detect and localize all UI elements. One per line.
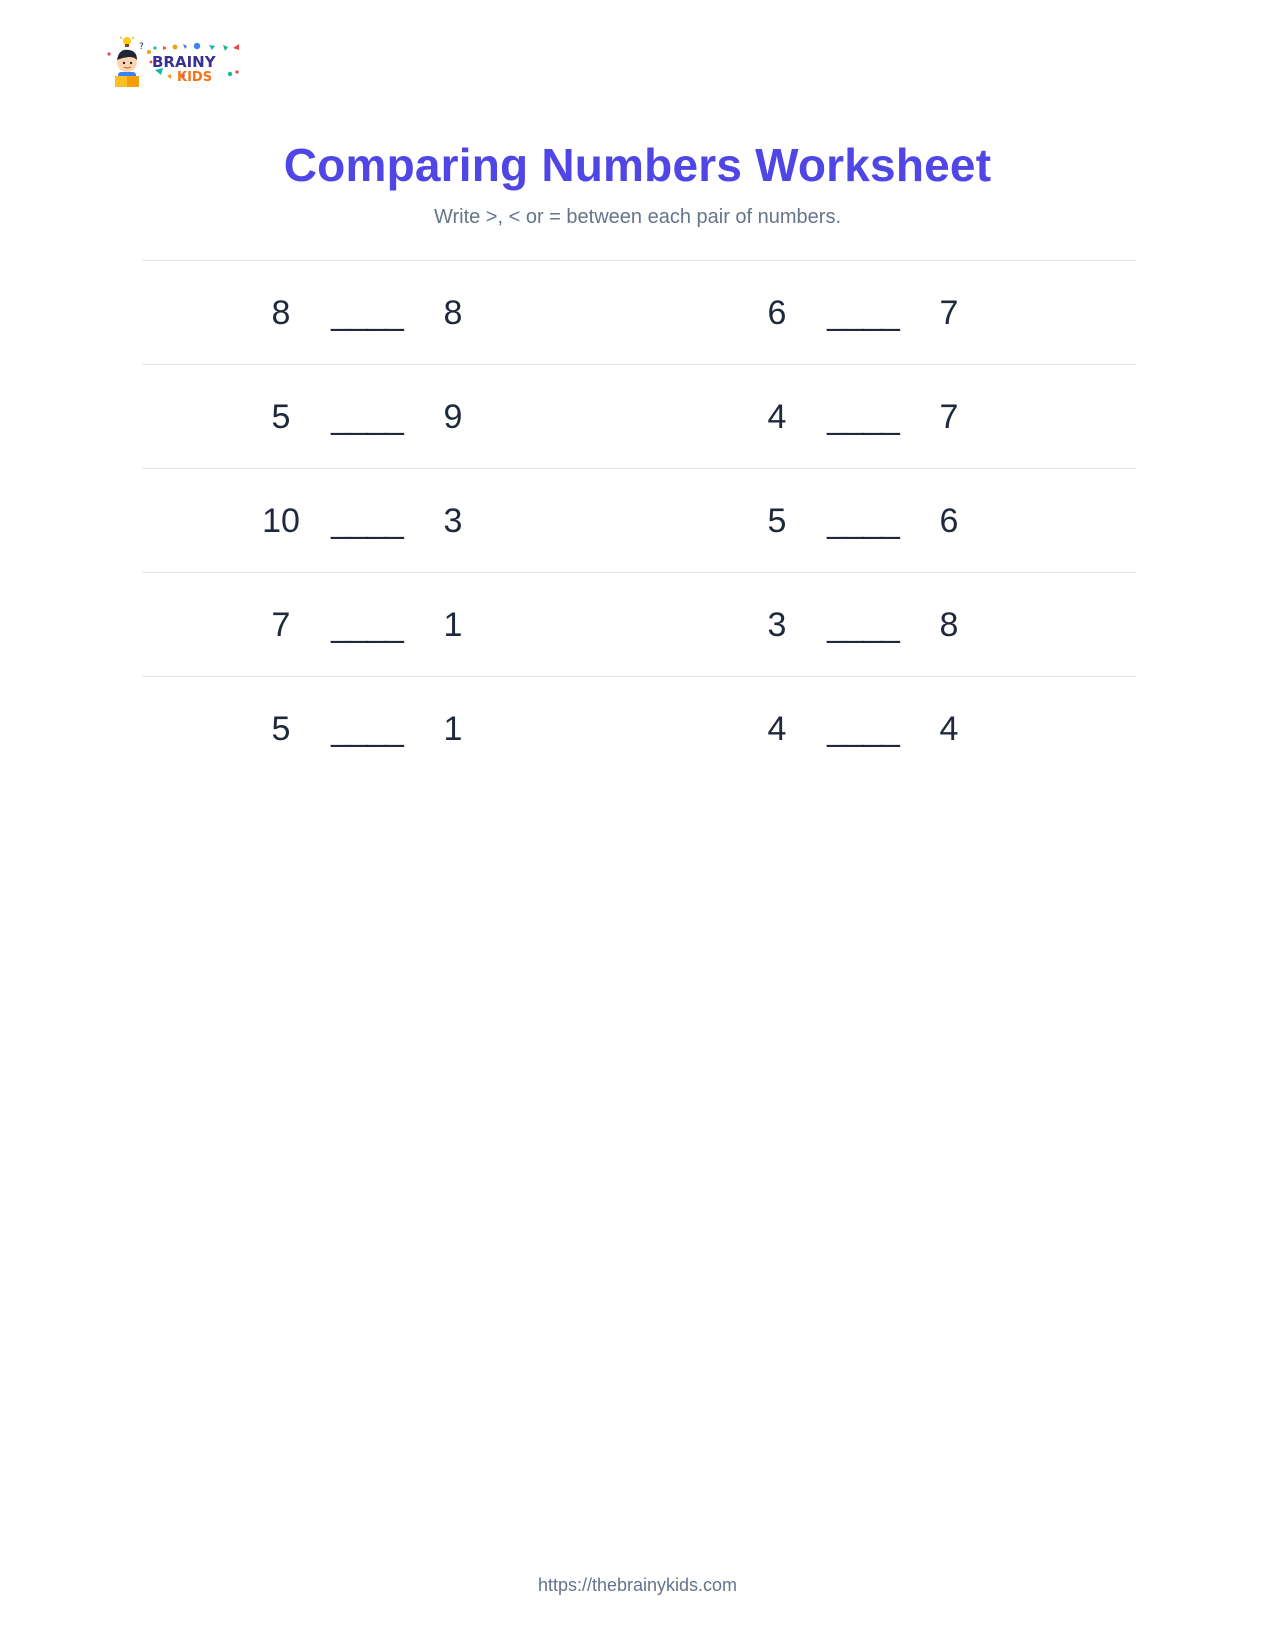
answer-blank[interactable]: ____: [827, 293, 899, 332]
problem-row: [142, 364, 1136, 468]
left-number: 5: [271, 397, 291, 436]
right-number: 6: [939, 501, 959, 540]
footer-url[interactable]: https://thebrainykids.com: [537, 1575, 738, 1595]
right-number: 7: [939, 293, 959, 332]
left-number: 6: [767, 293, 787, 332]
right-number: 1: [443, 709, 463, 748]
left-number: 8: [271, 293, 291, 332]
left-number: 5: [767, 501, 787, 540]
problem-row: [142, 260, 1136, 364]
svg-text:BRAINY: BRAINY: [152, 53, 216, 71]
answer-blank[interactable]: ____: [827, 709, 899, 748]
comparison-problem: [713, 261, 1013, 365]
problem-row: [142, 572, 1136, 676]
right-number: 1: [443, 605, 463, 644]
right-number: 3: [443, 501, 463, 540]
right-number: 7: [939, 397, 959, 436]
instructions: Write >, < or = between each pair of numbers.: [433, 206, 842, 228]
comparison-problem: [713, 573, 1013, 677]
left-number: 10: [262, 501, 300, 540]
comparison-problem: [217, 365, 517, 469]
problem-list: [142, 260, 1136, 780]
svg-text:?: ?: [139, 42, 144, 52]
right-number: 4: [939, 709, 959, 748]
answer-blank[interactable]: ____: [331, 709, 403, 748]
right-number: 8: [939, 605, 959, 644]
left-number: 7: [271, 605, 291, 644]
brainy-kids-logo: [105, 34, 255, 94]
svg-text:KIDS: KIDS: [177, 70, 213, 85]
answer-blank[interactable]: ____: [331, 605, 403, 644]
left-number: 3: [767, 605, 787, 644]
right-number: 9: [443, 397, 463, 436]
comparison-problem: [713, 677, 1013, 781]
comparison-problem: [217, 469, 517, 573]
comparison-problem: [217, 677, 517, 781]
answer-blank[interactable]: ____: [827, 605, 899, 644]
comparison-problem: [713, 365, 1013, 469]
comparison-problem: [217, 573, 517, 677]
answer-blank[interactable]: ____: [331, 293, 403, 332]
answer-blank[interactable]: ____: [827, 397, 899, 436]
problem-row: [142, 468, 1136, 572]
right-number: 8: [443, 293, 463, 332]
left-number: 4: [767, 709, 787, 748]
comparison-problem: [217, 261, 517, 365]
left-number: 4: [767, 397, 787, 436]
answer-blank[interactable]: ____: [331, 397, 403, 436]
left-number: 5: [271, 709, 291, 748]
answer-blank[interactable]: ____: [827, 501, 899, 540]
logo-graphic: [105, 34, 255, 94]
answer-blank[interactable]: ____: [331, 501, 403, 540]
page-title: Comparing Numbers Worksheet: [283, 139, 992, 191]
problem-row: [142, 676, 1136, 780]
comparison-problem: [713, 469, 1013, 573]
